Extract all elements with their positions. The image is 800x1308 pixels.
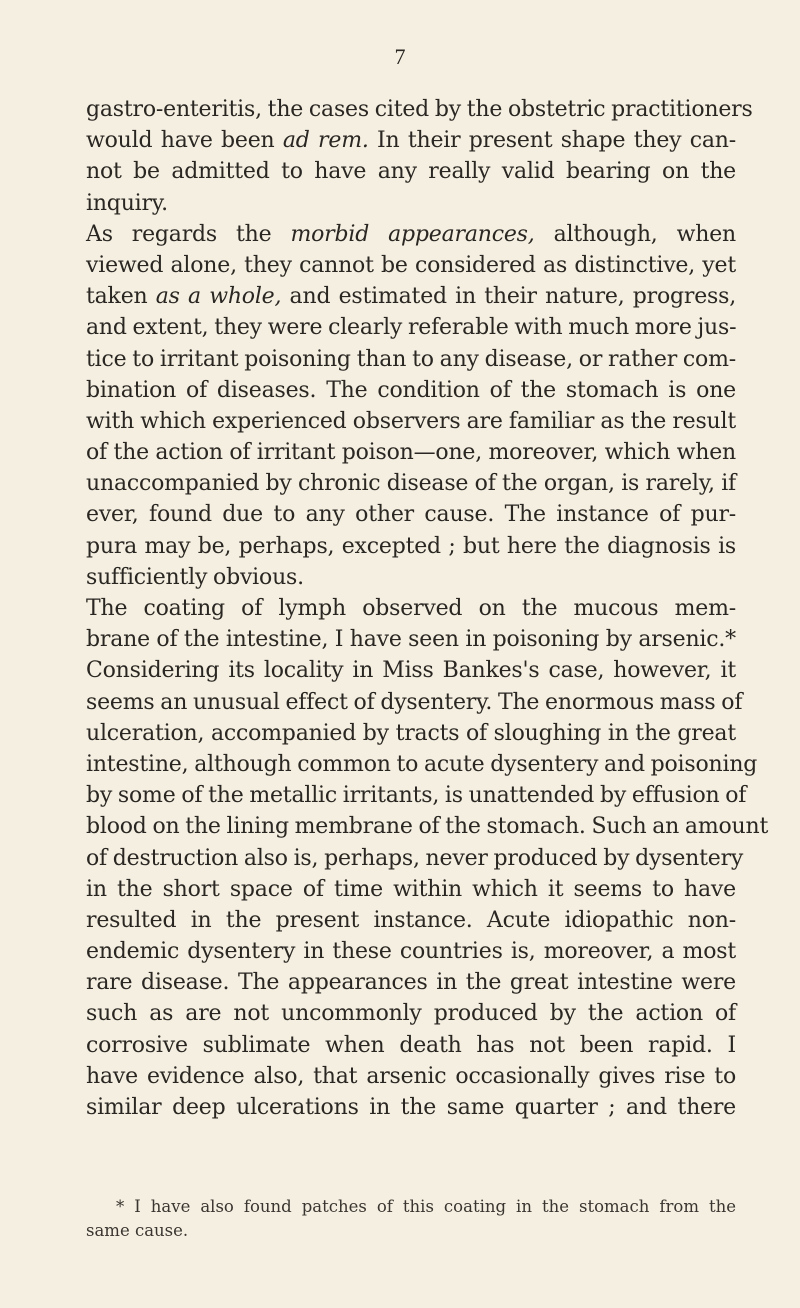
body-text: [86, 94, 769, 1123]
text-line: [86, 1061, 736, 1092]
text-run: of destruction also is, perhaps, never produced by dysentery: [86, 845, 744, 871]
text-run: and extent, they were clearly referable with much more jus-: [86, 315, 737, 341]
footnote-line: same cause.: [86, 1221, 189, 1240]
text-run: bination of diseases. The condition of the stomach is one: [86, 377, 736, 403]
text-line: [86, 344, 736, 375]
page-number: 7: [394, 44, 406, 69]
text-run: not be admitted to have any really valid bearing on the: [86, 159, 736, 185]
text-run: inquiry.: [86, 190, 168, 216]
text-line: [86, 1092, 736, 1123]
text-line: [86, 593, 736, 624]
italic-text: as a whole,: [155, 284, 282, 310]
text-line: [86, 687, 743, 718]
text-line: [86, 749, 758, 780]
text-line: [86, 156, 736, 187]
text-run: rare disease. The appearances in the great intestine were: [86, 970, 736, 996]
text-run: pura may be, perhaps, excepted ; but here the diagnosis is: [86, 533, 736, 559]
text-run: by some of the metallic irritants, is unattended by effusion of: [86, 783, 747, 809]
text-run: As regards the: [86, 221, 291, 247]
text-run: resulted in the present instance. Acute idiopathic non-: [86, 907, 736, 933]
text-run: ever, found due to any other cause. The instance of pur-: [86, 502, 736, 528]
text-line: [86, 780, 747, 811]
text-run: brane of the intestine, I have seen in poisoning by arsenic.*: [86, 627, 736, 653]
text-run: in the short space of time within which it seems to have: [86, 876, 736, 902]
text-run: viewed alone, they cannot be considered as distinctive, yet: [86, 252, 736, 278]
text-run: gastro-enteritis, the cases cited by the obstetric practitioners: [86, 97, 753, 122]
footnote: [86, 1195, 736, 1243]
text-line: [86, 437, 736, 468]
text-run: taken: [86, 284, 156, 310]
text-run: Considering its locality in Miss Bankes's case, however, it: [86, 658, 736, 684]
text-run: The coating of lymph observed on the mucous mem-: [86, 596, 736, 621]
text-run: blood on the lining membrane of the stomach. Such an amount: [86, 814, 769, 840]
text-run: such as are not uncommonly produced by the action of: [86, 1001, 736, 1027]
text-line: [86, 655, 736, 686]
text-line: [86, 811, 769, 842]
text-line: [86, 468, 736, 499]
text-line: [86, 94, 753, 125]
text-line: [86, 375, 736, 406]
text-run: unaccompanied by chronic disease of the organ, is rarely, if: [86, 471, 736, 497]
text-line: [86, 562, 736, 593]
text-line: [86, 499, 736, 530]
text-line: [86, 998, 736, 1029]
text-line: [86, 219, 736, 250]
text-line: [86, 718, 736, 749]
text-run: with which experienced observers are familiar as the result: [86, 408, 736, 434]
text-line: [86, 843, 744, 874]
text-run: corrosive sublimate when death has not been rapid. I: [86, 1032, 736, 1058]
text-line: [86, 531, 736, 562]
text-run: sufficiently obvious.: [86, 564, 304, 590]
text-line: [86, 281, 736, 312]
text-line: [86, 406, 736, 437]
text-run: tice to irritant poisoning than to any disease, or rather com-: [86, 346, 736, 372]
italic-text: ad rem.: [282, 128, 369, 154]
text-line: [86, 1030, 736, 1061]
text-line: [86, 188, 736, 219]
text-run: In their present shape they can-: [368, 128, 737, 154]
text-run: endemic dysentery in these countries is, moreover, a most: [86, 939, 736, 965]
italic-text: morbid appearances,: [290, 221, 535, 247]
text-line: [86, 312, 736, 343]
text-run: have evidence also, that arsenic occasionally gives rise to: [86, 1063, 736, 1089]
text-line: [86, 624, 736, 655]
text-run: would have been: [86, 128, 283, 154]
text-run: ulceration, accompanied by tracts of sloughing in the great: [86, 720, 736, 746]
text-line: [86, 874, 736, 905]
text-run: similar deep ulcerations in the same quarter ; and there: [86, 1095, 736, 1120]
text-run: of the action of irritant poison—one, moreover, which when: [86, 440, 736, 466]
text-run: and estimated in their nature, progress,: [281, 284, 736, 310]
text-line: [86, 936, 736, 967]
text-run: seems an unusual effect of dysentery. The enormous mass of: [86, 689, 743, 715]
text-line: [86, 905, 736, 936]
text-line: [86, 250, 736, 281]
text-run: intestine, although common to acute dysentery and poisoning: [86, 751, 758, 777]
footnote-line: * I have also found patches of this coating in the stomach from the: [116, 1197, 736, 1216]
text-line: [86, 125, 736, 156]
text-run: although, when: [534, 221, 736, 247]
text-line: [86, 967, 736, 998]
